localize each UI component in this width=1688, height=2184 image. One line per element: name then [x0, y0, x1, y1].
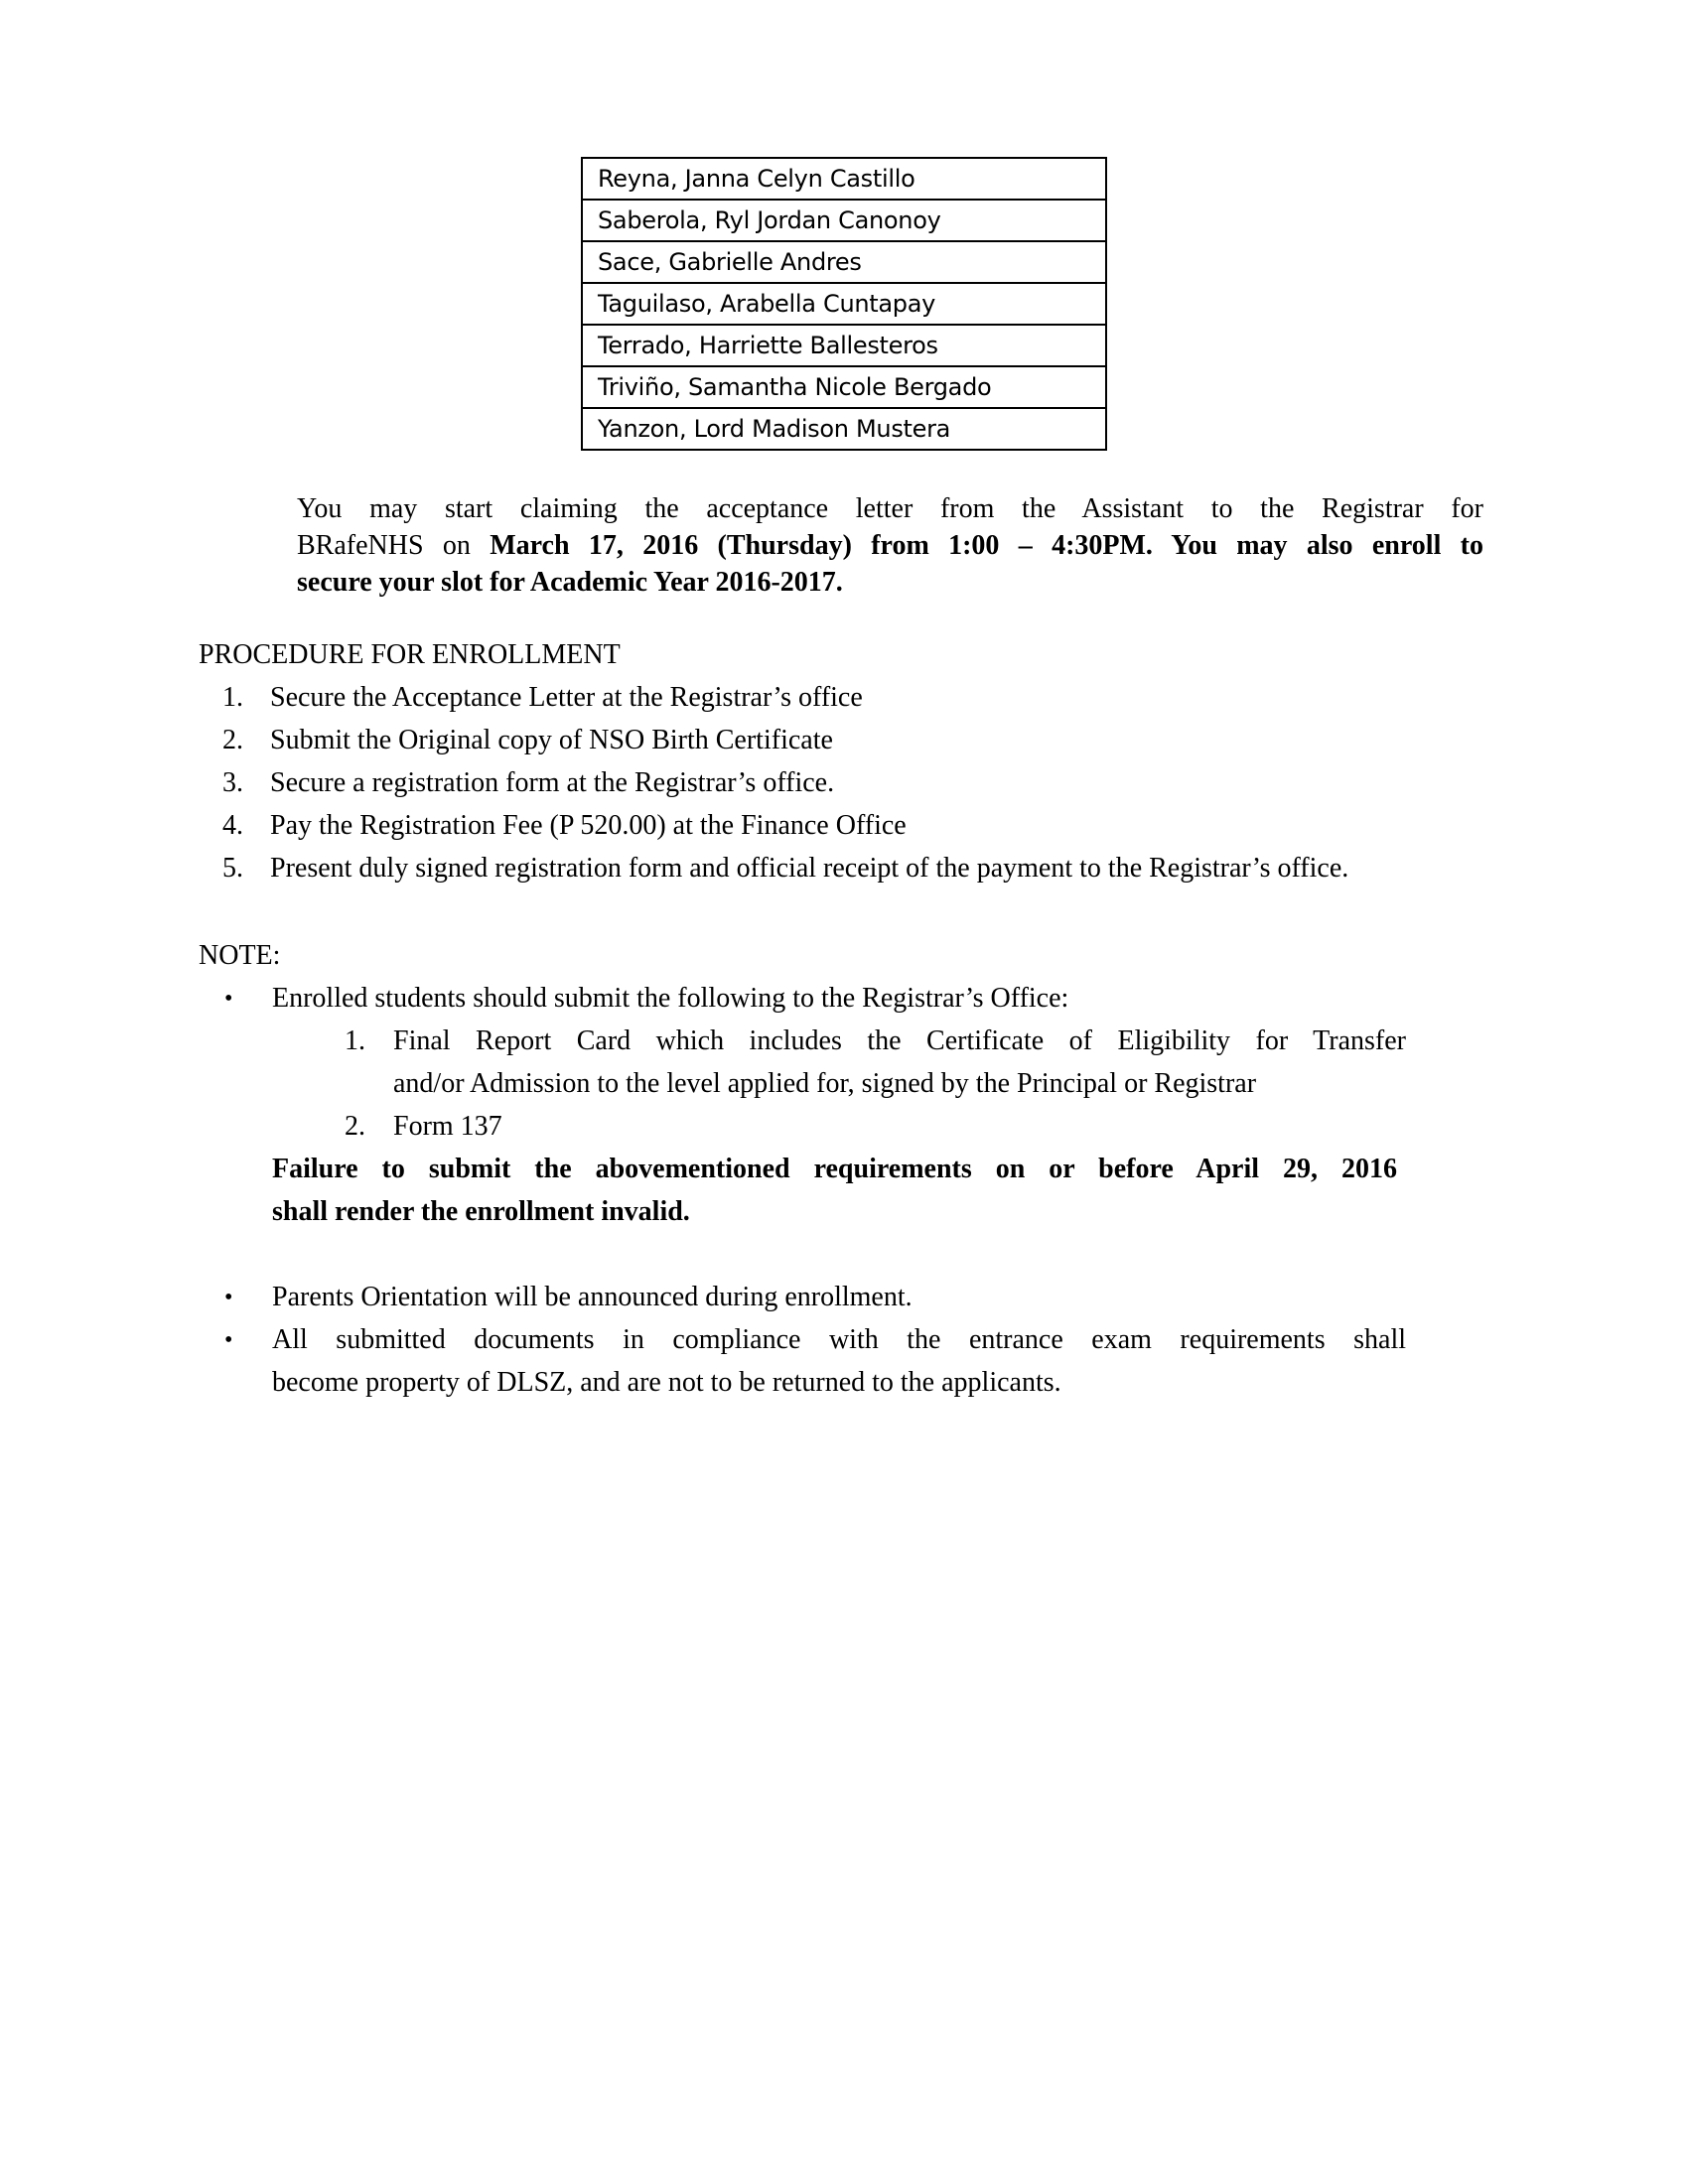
sub-item-number: 2.: [345, 1111, 365, 1142]
warning-text: Failure to submit the abovementioned requirements on or before April 29, 2016: [272, 1154, 1397, 1184]
note-item-text-line-1: All submitted documents in compliance with the entrance exam requirements shall: [272, 1324, 1406, 1355]
note-item-text: Enrolled students should submit the following to the Registrar’s Office:: [272, 983, 1069, 1014]
step-number: 3.: [222, 767, 243, 798]
intro-line-2-plain: BRafeNHS on: [297, 530, 491, 561]
step-number: 1.: [222, 682, 243, 713]
warning-text: shall render the enrollment invalid.: [272, 1196, 690, 1227]
step-number: 4.: [222, 810, 243, 841]
sub-item-number: 1.: [345, 1025, 365, 1056]
table-row: [582, 408, 1106, 450]
name-cell: Terrado, Harriette Ballesteros: [582, 325, 1106, 366]
name-cell: Saberola, Ryl Jordan Canonoy: [582, 200, 1106, 241]
step-number: 2.: [222, 725, 243, 755]
bullet-icon: •: [224, 986, 233, 1012]
note-heading: NOTE:: [199, 940, 281, 971]
table-row: [582, 158, 1106, 200]
name-cell: Sace, Gabrielle Andres: [582, 241, 1106, 283]
step-text: Pay the Registration Fee (P 520.00) at the Finance Office: [270, 810, 907, 841]
sub-item-line-1: Form 137: [393, 1111, 502, 1142]
note-item-text: Parents Orientation will be announced during enrollment.: [272, 1282, 913, 1312]
table-row: [582, 241, 1106, 283]
intro-line-3: [297, 564, 1483, 601]
name-cell: Reyna, Janna Celyn Castillo: [582, 158, 1106, 200]
note-item-text-line-2: become property of DLSZ, and are not to be returned to the applicants.: [272, 1367, 1061, 1398]
step-text: Secure a registration form at the Registrar’s office.: [270, 767, 835, 798]
bullet-icon: •: [224, 1285, 233, 1310]
table-row: [582, 283, 1106, 325]
name-cell: Triviño, Samantha Nicole Bergado: [582, 366, 1106, 408]
sub-item-line-2: and/or Admission to the level applied for, signed by the Principal or Registrar: [393, 1068, 1257, 1099]
intro-line-1: You may start claiming the acceptance letter from the Assistant to the Registrar for: [297, 493, 1483, 524]
name-cell: Taguilaso, Arabella Cuntapay: [582, 283, 1106, 325]
step-text: Present duly signed registration form and official receipt of the payment to the Registrar’s office.: [270, 853, 1349, 884]
intro-line-3-bold: secure your slot for Academic Year 2016-2017.: [297, 567, 843, 598]
table-row: [582, 366, 1106, 408]
sub-item-line-1: Final Report Card which includes the Certificate of Eligibility for Transfer: [393, 1025, 1406, 1056]
table-row: [582, 200, 1106, 241]
warning-line-2: [272, 1193, 690, 1230]
name-cell: Yanzon, Lord Madison Mustera: [582, 408, 1106, 450]
intro-line-2: [297, 527, 1483, 564]
table-row: [582, 325, 1106, 366]
step-number: 5.: [222, 853, 243, 884]
intro-line-2-bold: March 17, 2016 (Thursday) from 1:00 – 4:30PM. You may also enroll to: [490, 530, 1484, 561]
bullet-icon: •: [224, 1327, 233, 1353]
step-text: Submit the Original copy of NSO Birth Certificate: [270, 725, 833, 755]
step-text: Secure the Acceptance Letter at the Registrar’s office: [270, 682, 863, 713]
warning-line-1: [272, 1151, 1397, 1187]
procedure-heading: PROCEDURE FOR ENROLLMENT: [199, 639, 621, 670]
names-table: [581, 157, 1107, 451]
